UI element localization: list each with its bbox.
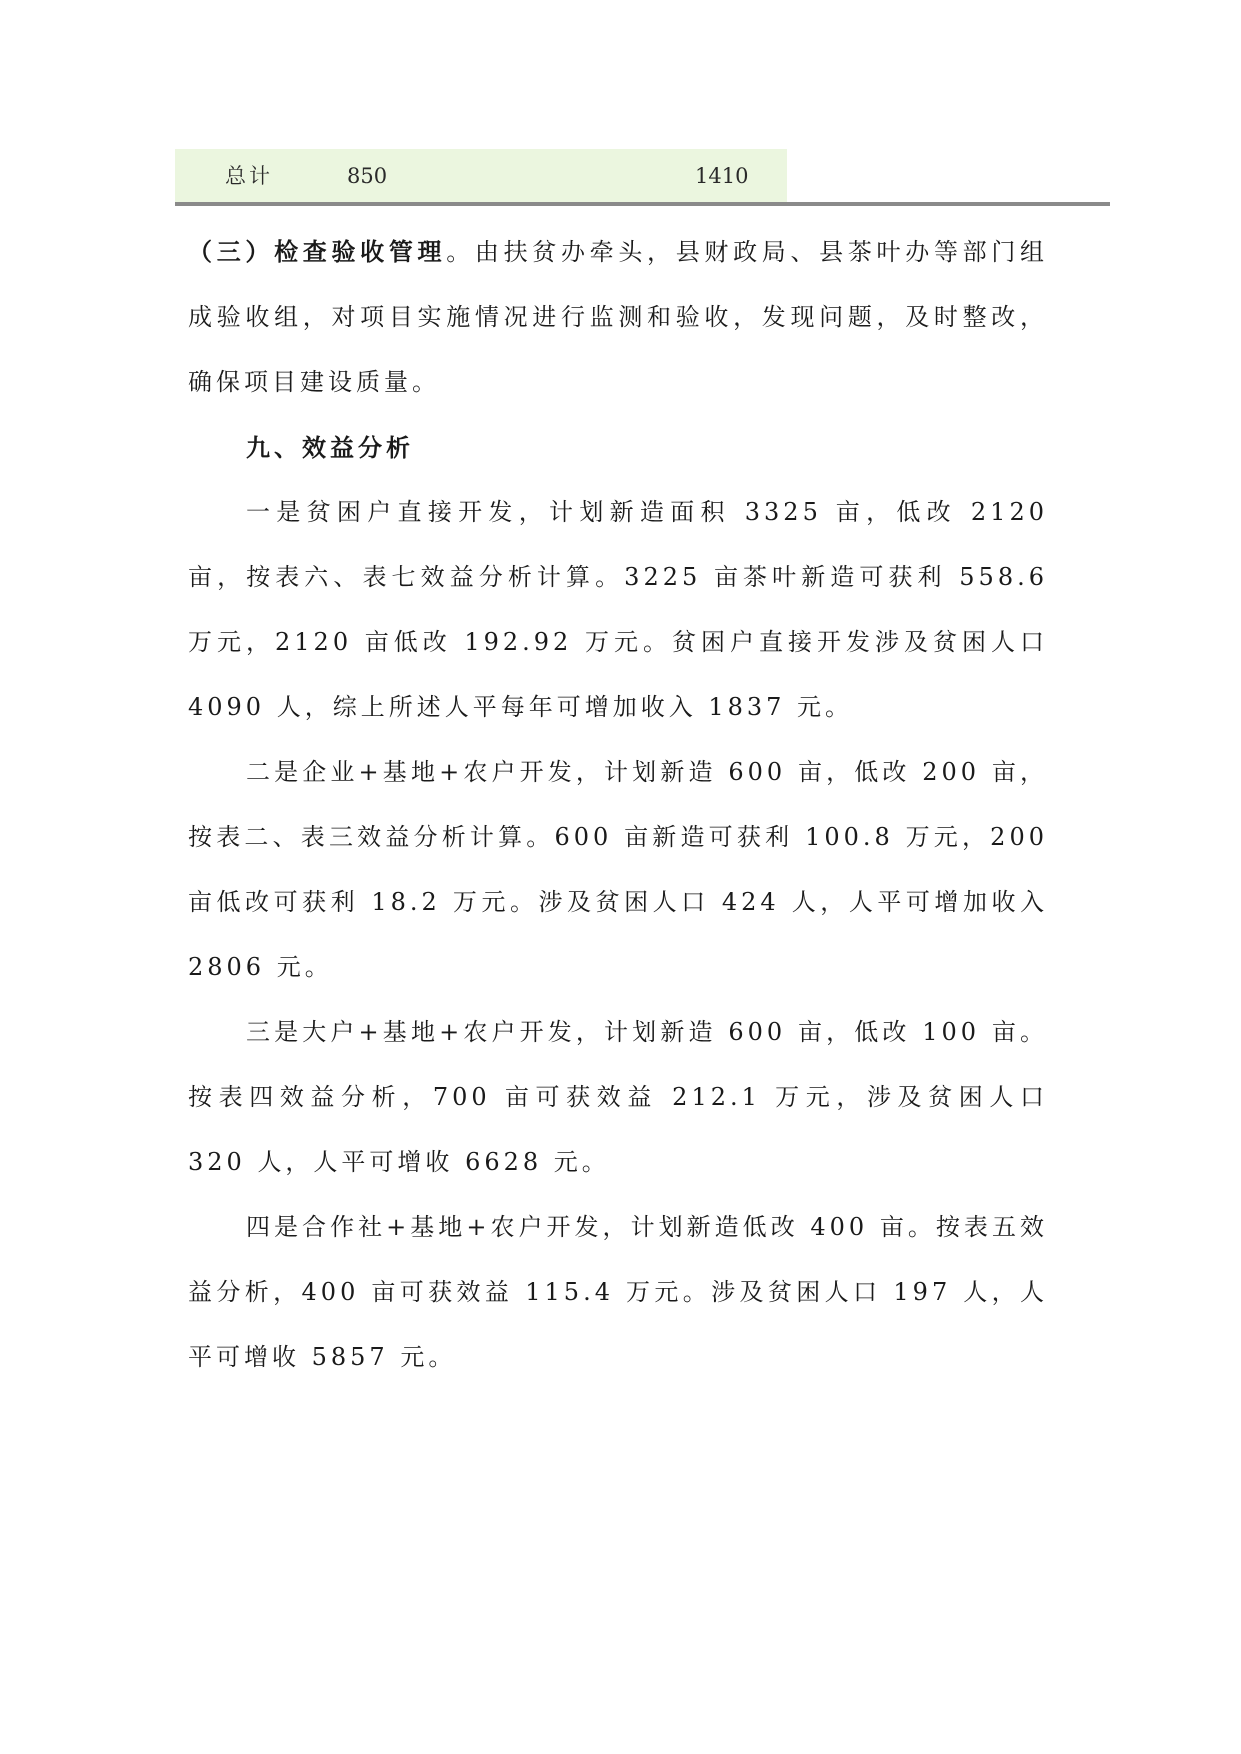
total-value-1: 850 [347,164,388,188]
paragraph-1: 一是贫困户直接开发，计划新造面积 3325 亩，低改 2120 亩，按表六、表七效益分析计算。3225 亩茶叶新造可获利 558.6 万元，2120 亩低改 192.92 万元。贫困户直接开发涉及贫困人口 4090 人，综上所述人平每年可增加收入 1837 元。 [188,498,1048,721]
total-value-2: 1410 [695,164,749,188]
table-bottom-rule [175,202,1110,206]
section-check-heading: （三）检查验收管理 [188,237,447,266]
document-body [188,219,1048,1390]
section-nine-heading: 九、效益分析 [246,433,414,462]
section-check-paragraph [188,219,1048,415]
total-label: 总计 [225,164,273,188]
section-check-text: 。由扶贫办牵头，县财政局、县茶叶办等部门组成验收组，对项目实施情况进行监测和验收，发现问题，及时整改，确保项目建设质量。 [188,238,1049,396]
table-total-row [175,149,787,203]
paragraph-2: 二是企业+基地+农户开发，计划新造 600 亩，低改 200 亩，按表二、表三效益分析计算。600 亩新造可获利 100.8 万元，200 亩低改可获利 18.2 万元。涉及贫困人口 424 人，人平可增加收入 2806 元。 [188,758,1048,981]
paragraph-4: 四是合作社+基地+农户开发，计划新造低改 400 亩。按表五效益分析，400 亩可获效益 115.4 万元。涉及贫困人口 197 人，人平可增收 5857 元。 [188,1213,1048,1371]
paragraph-3: 三是大户+基地+农户开发，计划新造 600 亩，低改 100 亩。按表四效益分析，700 亩可获效益 212.1 万元，涉及贫困人口 320 人，人平可增收 6628 元。 [188,1018,1048,1176]
